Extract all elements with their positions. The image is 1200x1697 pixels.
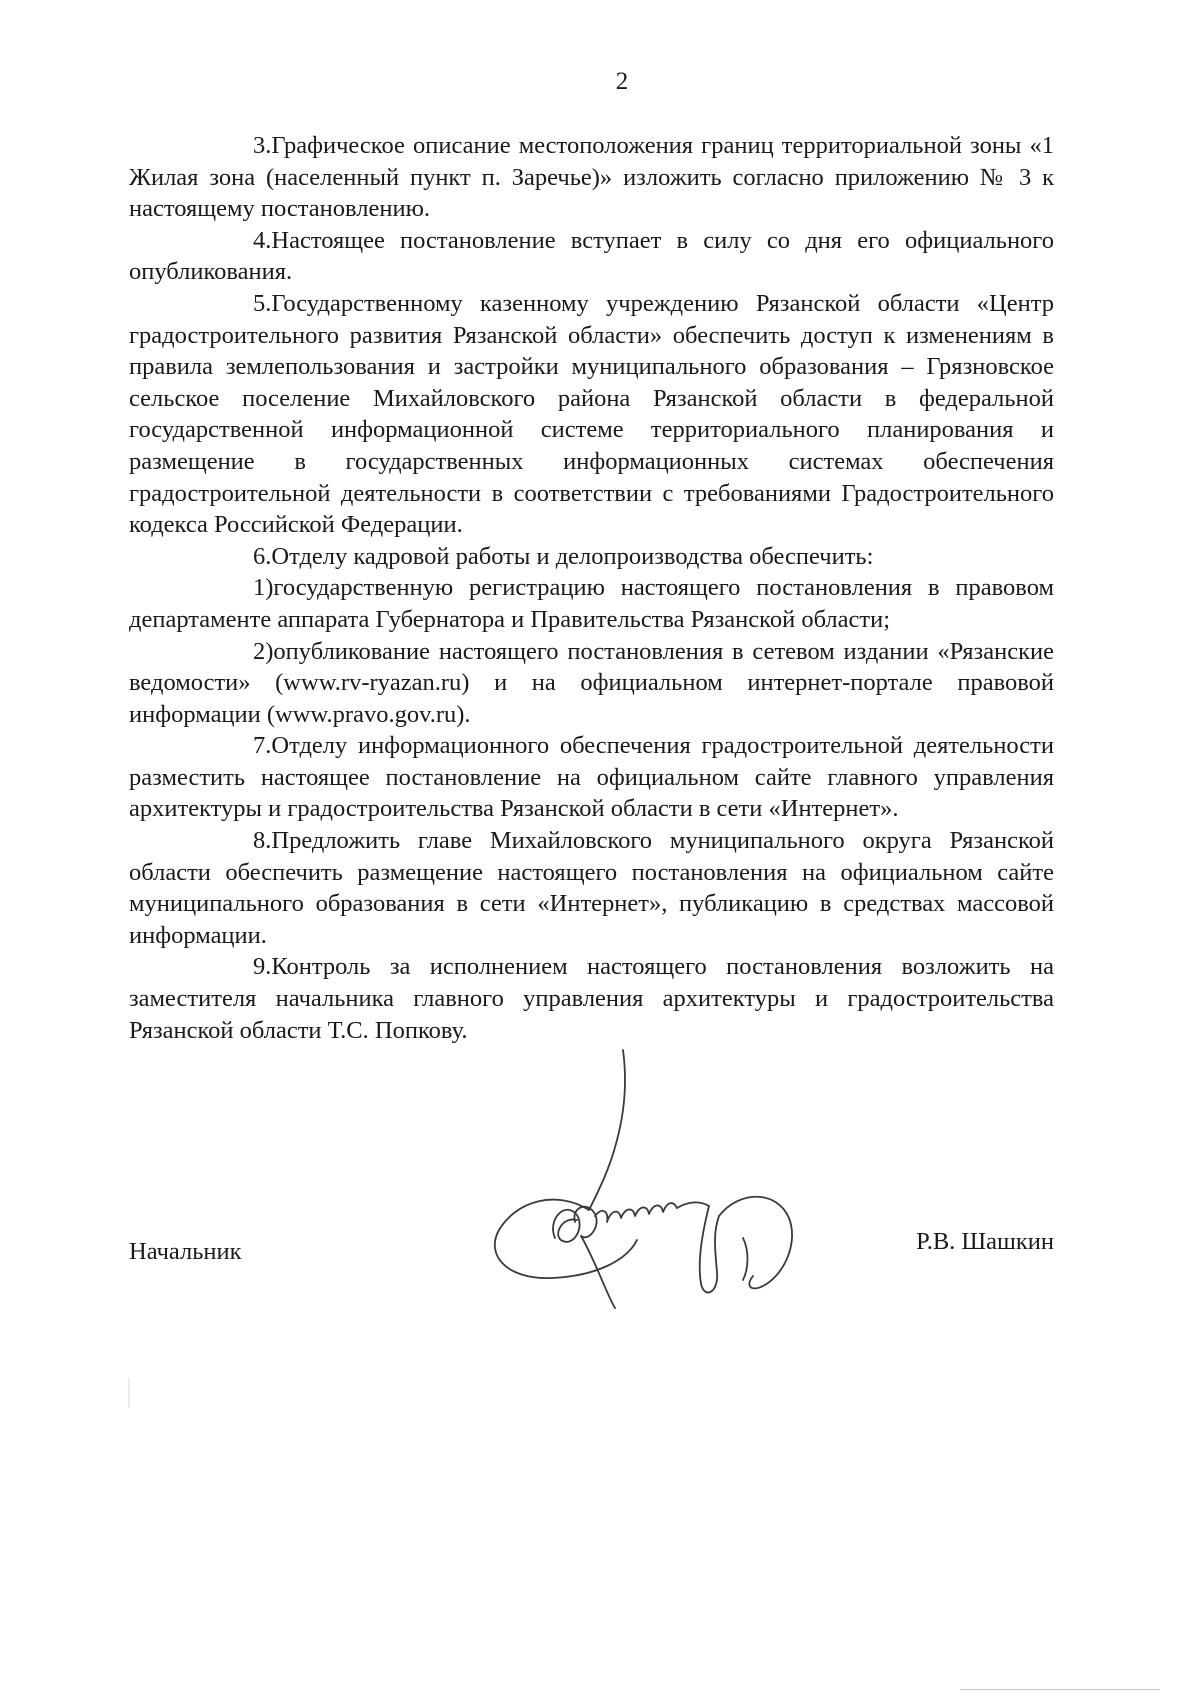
paragraph-number: 4. bbox=[253, 226, 272, 254]
signatory-position: Начальник bbox=[129, 1238, 242, 1265]
paragraph-text: Графическое описание местоположения границ территориальной зоны «1 Жилая зона (населенный пункт п. Заречье)» изложить согласно приложению № 3 к настоящему постановлению. bbox=[129, 132, 1054, 223]
paragraph-number: 1) bbox=[253, 574, 274, 602]
subparagraph-6-2 bbox=[129, 636, 1054, 731]
paragraph-text: Контроль за исполнением настоящего постановления возложить на заместителя начальника главного управления архитектуры и градостроительства Рязанской области Т.С. Попкову. bbox=[129, 953, 1054, 1044]
paragraph-text: Предложить главе Михайловского муниципального округа Рязанской области обеспечить размещение настоящего постановления на официальном сайте муниципального образования в сети «Интернет», публикацию в средствах массовой информации. bbox=[129, 827, 1054, 949]
subparagraph-6-1 bbox=[129, 572, 1054, 635]
paragraph-number: 3. bbox=[253, 132, 272, 159]
paragraph-5 bbox=[129, 288, 1054, 541]
paragraph-number: 5. bbox=[253, 289, 272, 317]
paragraph-number: 2) bbox=[253, 637, 274, 665]
scan-artifact bbox=[128, 1378, 130, 1408]
signatory-name: Р.В. Шашкин bbox=[916, 1228, 1054, 1255]
paragraph-text: Государственному казенному учреждению Рязанской области «Центр градостроительного развития Рязанской области» обеспечить доступ к изменениям в правила землепользования и застройки муниципального образования – Грязновское сельское поселение Михайловского района Рязанской области в федеральной государственной информационной системе территориального планирования и размещение в государственных информационных системах обеспечения градостроительной деятельности в соответствии с требованиями Градостроительного кодекса Российской Федерации. bbox=[129, 289, 1054, 539]
handwritten-signature bbox=[477, 1040, 807, 1310]
paragraph-text: Отделу информационного обеспечения градостроительной деятельности разместить настоящее постановление на официальном сайте главного управления архитектуры и градостроительства Рязанской области в сети «Интернет». bbox=[129, 732, 1054, 823]
paragraph-number: 9. bbox=[253, 953, 272, 981]
signature-block bbox=[129, 1228, 1054, 1398]
paragraph-text: опубликование настоящего постановления в сетевом издании «Рязанские ведомости» (www.rv-ryazan.ru) и на официальном интернет-портале правовой информации (www.pravo.gov.ru). bbox=[129, 637, 1054, 728]
document-body bbox=[129, 130, 1054, 1046]
paragraph-text: Настоящее постановление вступает в силу со дня его официального опубликования. bbox=[129, 226, 1054, 286]
paragraph-4 bbox=[129, 225, 1054, 288]
paragraph-text: Отделу кадровой работы и делопроизводства обеспечить: bbox=[271, 542, 874, 570]
paragraph-6 bbox=[129, 541, 1054, 573]
paragraph-number: 6. bbox=[253, 542, 272, 570]
paragraph-8 bbox=[129, 825, 1054, 951]
paragraph-3 bbox=[129, 130, 1054, 225]
page-number: 2 bbox=[615, 68, 629, 95]
paragraph-number: 7. bbox=[253, 732, 272, 760]
paragraph-text: государственную регистрацию настоящего постановления в правовом департаменте аппарата Губернатора и Правительства Рязанской области; bbox=[129, 574, 1054, 633]
paragraph-9 bbox=[129, 951, 1054, 1046]
paragraph-number: 8. bbox=[253, 827, 272, 855]
scan-edge-line bbox=[960, 1689, 1160, 1690]
paragraph-7 bbox=[129, 730, 1054, 825]
